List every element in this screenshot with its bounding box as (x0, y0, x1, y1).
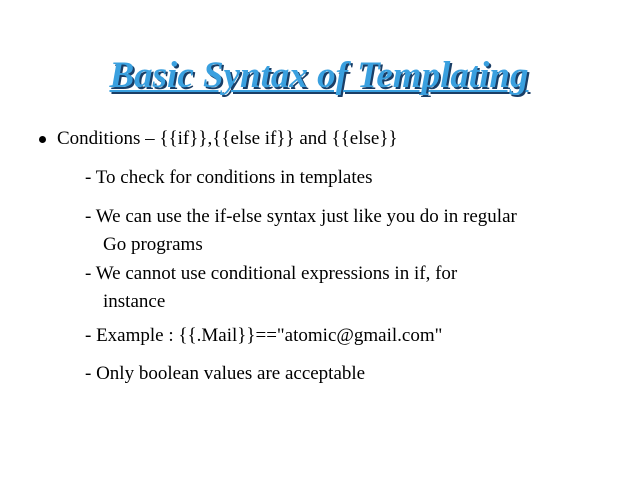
subpoint-text: - Only boolean values are acceptable (85, 363, 366, 384)
subpoint-text-continued: Go programs (103, 234, 203, 255)
subpoint-example (85, 322, 442, 350)
slide-title: Basic Syntax of Templating (109, 55, 529, 96)
subpoint-if-else-syntax (85, 203, 517, 259)
subpoint-text-continued: instance (103, 291, 166, 312)
bullet-conditions (57, 127, 398, 151)
subpoint-text: - To check for conditions in templates (85, 167, 373, 188)
subpoint-check-conditions (85, 164, 372, 192)
bullet-text: Conditions – {{if}},{{else if}} and {{else}} (57, 128, 398, 149)
subpoint-boolean-only (85, 360, 365, 388)
bullet-dot-icon (39, 136, 46, 143)
subpoint-text: - We cannot use conditional expressions in if, for (85, 263, 458, 284)
subpoint-text: - Example : {{.Mail}}=="atomic@gmail.com" (85, 325, 443, 346)
subpoint-text: - We can use the if-else syntax just like you do in regular (85, 206, 517, 227)
subpoint-no-conditional-expressions (85, 260, 457, 316)
